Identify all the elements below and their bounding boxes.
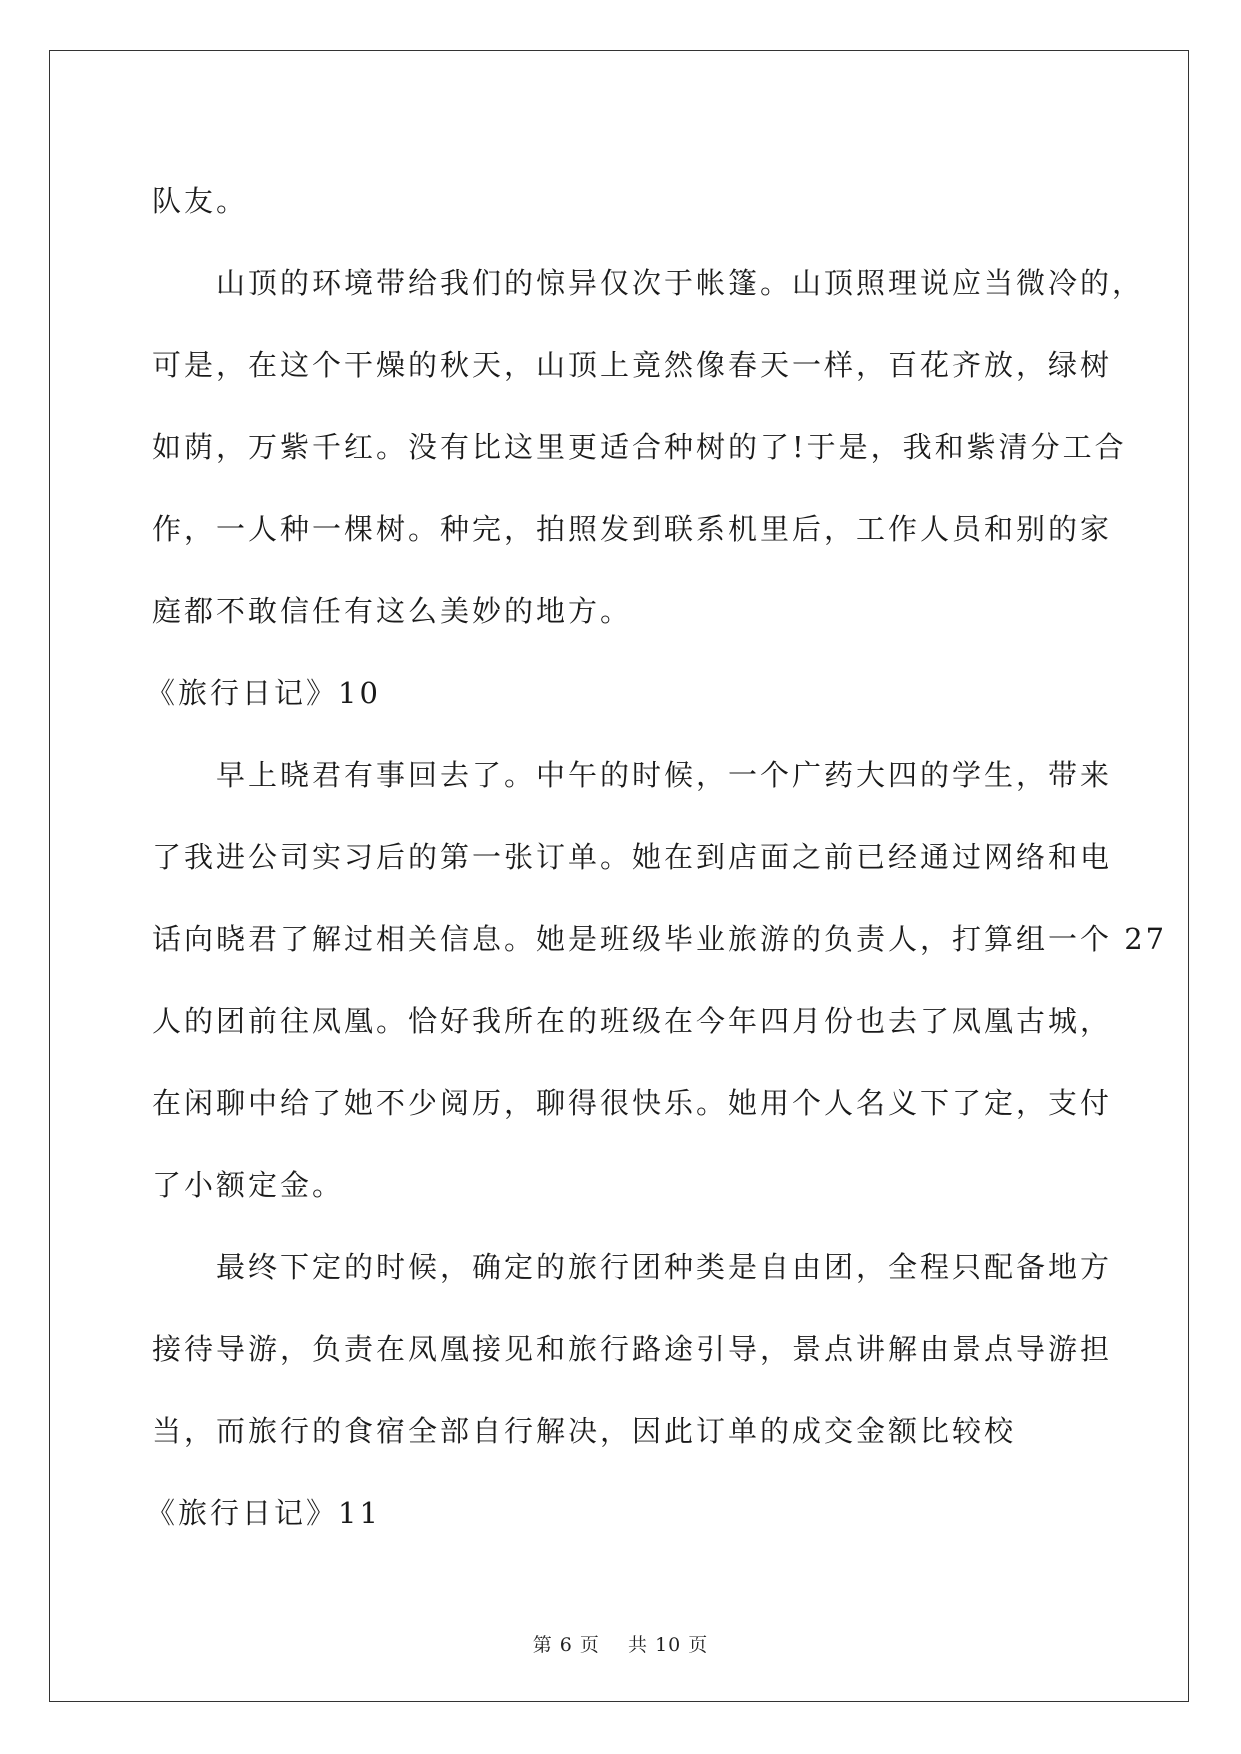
page-footer — [0, 1630, 1241, 1657]
text-line: 当，而旅行的食宿全部自行解决，因此订单的成交金额比较校 — [152, 1414, 1017, 1448]
text-line: 人的团前往凤凰。恰好我所在的班级在今年四月份也去了凤凰古城， — [152, 1004, 1113, 1038]
text-line: 作，一人种一棵树。种完，拍照发到联系机里后，工作人员和别的家 — [152, 512, 1113, 546]
paragraph-start-line: 山顶的环境带给我们的惊异仅次于帐篷。山顶照理说应当微冷的， — [216, 266, 1145, 300]
text-line: 接待导游，负责在凤凰接见和旅行路途引导，景点讲解由景点导游担 — [152, 1332, 1113, 1366]
page-number: 第 6 页 — [532, 1634, 600, 1656]
text-line: 庭都不敢信任有这么美妙的地方。 — [152, 594, 633, 628]
section-heading: 《旅行日记》10 — [146, 676, 381, 710]
page-total: 共 10 页 — [628, 1634, 709, 1656]
document-body — [146, 160, 1168, 1554]
paragraph-start-line: 最终下定的时候，确定的旅行团种类是自由团，全程只配备地方 — [216, 1250, 1113, 1284]
text-line: 了小额定金。 — [152, 1168, 345, 1202]
text-line: 了我进公司实习后的第一张订单。她在到店面之前已经通过网络和电 — [152, 840, 1113, 874]
paragraph-start-line: 早上晓君有事回去了。中午的时候，一个广药大四的学生，带来 — [216, 758, 1113, 792]
text-line: 在闲聊中给了她不少阅历，聊得很快乐。她用个人名义下了定，支付 — [152, 1086, 1113, 1120]
text-line: 如荫，万紫千红。没有比这里更适合种树的了!于是，我和紫清分工合 — [152, 430, 1127, 464]
text-line: 队友。 — [152, 184, 249, 218]
text-line: 话向晓君了解过相关信息。她是班级毕业旅游的负责人，打算组一个 27 — [152, 922, 1168, 956]
section-heading: 《旅行日记》11 — [146, 1496, 381, 1530]
text-line: 可是，在这个干燥的秋天，山顶上竟然像春天一样，百花齐放，绿树 — [152, 348, 1113, 382]
